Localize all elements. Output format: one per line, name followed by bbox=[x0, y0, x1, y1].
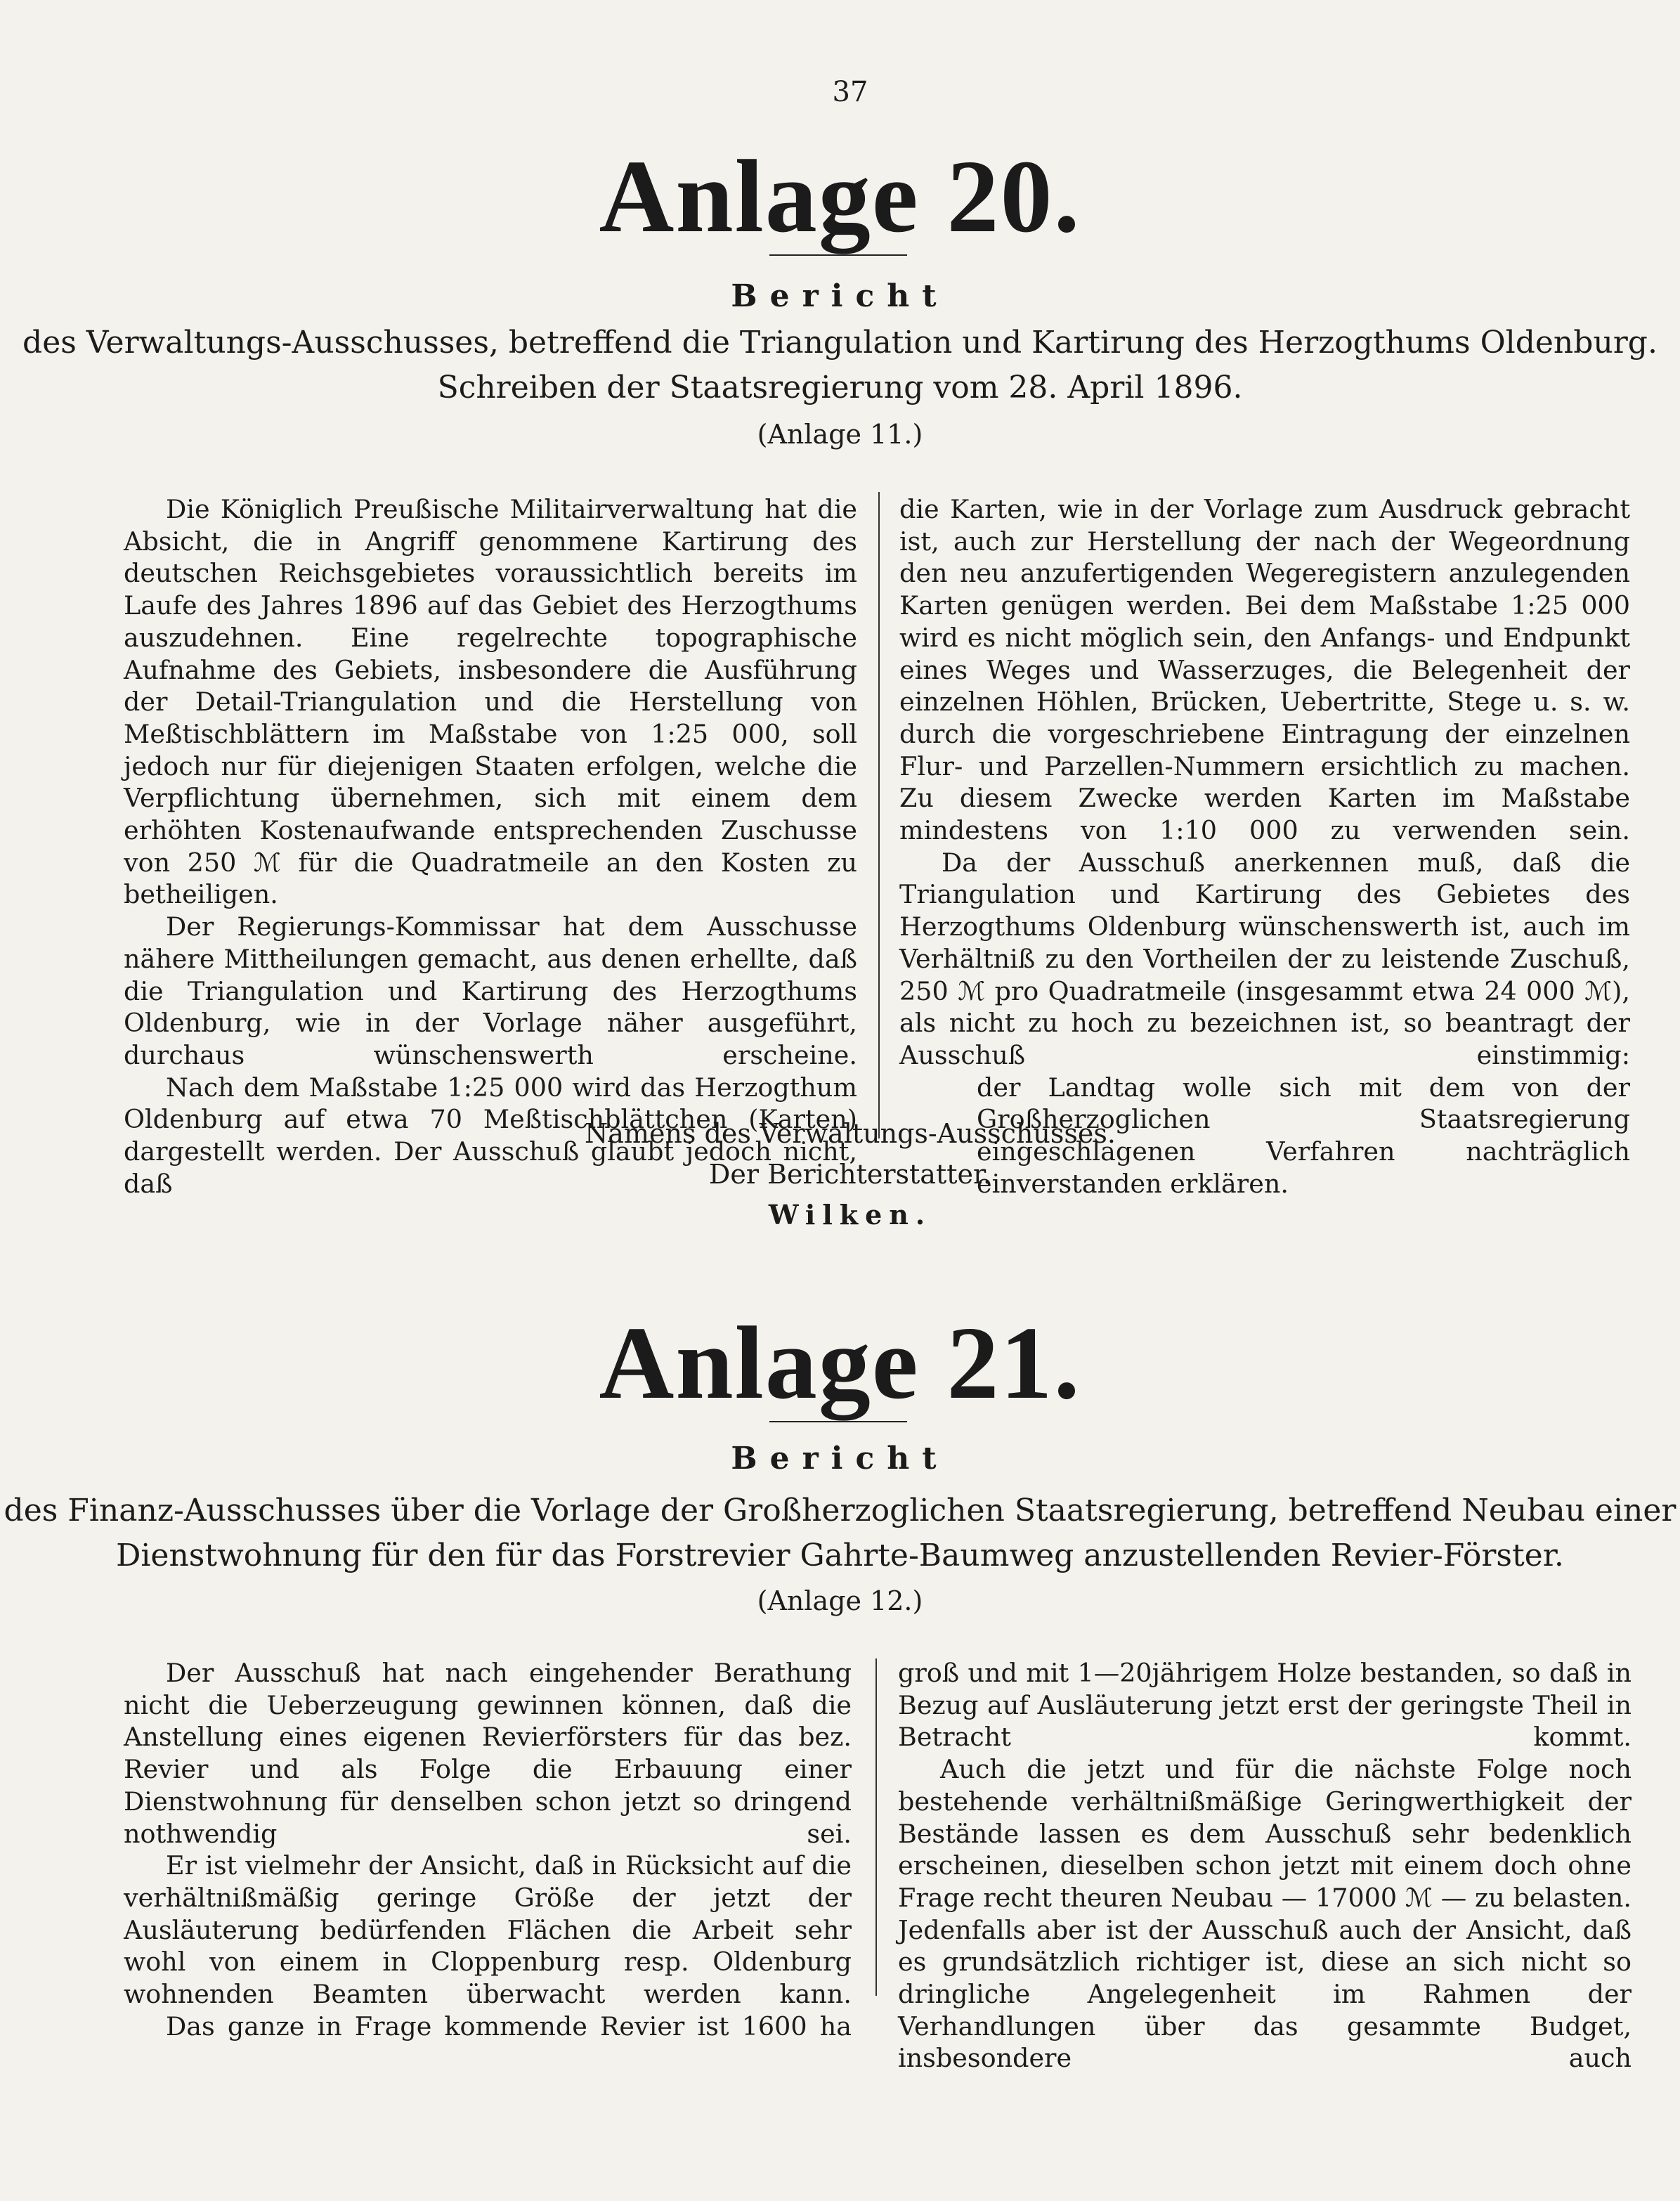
anlage-21-reference: (Anlage 12.) bbox=[757, 1585, 923, 1616]
title-rule-2 bbox=[769, 1421, 907, 1422]
title-rule-1 bbox=[769, 254, 907, 256]
anlage-21-left-column bbox=[124, 1657, 852, 2042]
paragraph: Da der Ausschuß anerkennen muß, daß die Triangulation und Kartirung des Gebietes des Herzogthums Oldenburg wünschenswerth ist, auch im Verhältniß zu den Vortheilen der zu leistende Zuschuß, 250 ℳ pro Quadratmeile (insgesammt etwa 24 000 ℳ), als nicht zu hoch zu bezeichnen ist, so beantragt der Ausschuß einstimmig: bbox=[899, 847, 1630, 1070]
anlage-20-subtitle-1: des Verwaltungs-Ausschusses, betreffend die Triangulation und Kartirung des Herzogthums Oldenburg. bbox=[22, 325, 1658, 361]
signature-name: Wilken. bbox=[768, 1199, 932, 1231]
paragraph: Der Regierungs-Kommissar hat dem Ausschusse nähere Mittheilungen gemacht, aus denen erhellte, daß die Triangulation und Kartirung des Herzogthums Oldenburg, wie in der Vorlage näher ausgeführt, durchaus wünschenswerth erscheine. bbox=[124, 911, 857, 1070]
signature-role: Der Berichterstatter. bbox=[708, 1159, 992, 1190]
anlage-21-subtitle-2: Dienstwohnung für den für das Forstrevier Gahrte-Baumweg anzustellenden Revier-Förster. bbox=[116, 1538, 1564, 1573]
paragraph: Der Ausschuß hat nach eingehender Berathung nicht die Ueberzeugung gewinnen können, daß die Anstellung eines eigenen Revierförsters für das bez. Revier und als Folge die Erbauung einer Dienstwohnung für denselben schon jetzt so dringend nothwendig sei. bbox=[124, 1658, 852, 1849]
page-number: 37 bbox=[832, 76, 868, 108]
anlage-20-subtitle-2: Schreiben der Staatsregierung vom 28. April 1896. bbox=[437, 370, 1243, 405]
anlage-21-title: Anlage 21. bbox=[599, 1306, 1081, 1421]
anlage-21-subtitle-1: des Finanz-Ausschusses über die Vorlage der Großherzoglichen Staatsregierung, betreffend Neubau einer bbox=[4, 1493, 1676, 1528]
signature-committee: Namens des Verwaltungs-Ausschusses. bbox=[585, 1118, 1116, 1149]
column-divider bbox=[878, 492, 880, 1138]
anlage-20-bericht: Bericht bbox=[731, 278, 949, 314]
anlage-21-right-column bbox=[898, 1657, 1632, 2075]
anlage-20-right-column bbox=[899, 493, 1630, 1200]
anlage-21-bericht: Bericht bbox=[731, 1441, 949, 1476]
paragraph: groß und mit 1—20jährigem Holze bestanden, so daß in Bezug auf Ausläuterung jetzt erst der geringste Theil in Betracht kommt. bbox=[898, 1658, 1632, 1753]
paragraph: Nach dem Maßstabe 1:25 000 wird das Herzogthum Oldenburg auf etwa 70 Meßtischblättchen (Karten) dargestellt werden. Der Ausschuß glaubt jedoch nicht, daß bbox=[124, 1072, 857, 1199]
column-divider bbox=[875, 1658, 877, 1996]
paragraph: Die Königlich Preußische Militairverwaltung hat die Absicht, die in Angriff genommene Kartirung des deutschen Reichsgebietes voraussichtlich bereits im Laufe des Jahres 1896 auf das Gebiet des Herzogthums auszudehnen. Eine regelrechte topographische Aufnahme des Gebiets, insbesondere die Ausführung der Detail-Triangulation und die Herstellung von Meßtischblättern im Maßstabe von 1:25 000, soll jedoch nur für diejenigen Staaten erfolgen, welche die Verpflichtung übernehmen, sich mit einem dem erhöhten Kostenaufwande entsprechenden Zuschusse von 250 ℳ für die Quadratmeile an den Kosten zu betheiligen. bbox=[124, 494, 857, 910]
anlage-20-reference: (Anlage 11.) bbox=[757, 419, 923, 450]
motion-text: der Landtag wolle sich mit dem von der Großherzoglichen Staatsregierung eingeschlagenen Verfahren nachträglich einverstanden erklären. bbox=[977, 1072, 1630, 1199]
paragraph: die Karten, wie in der Vorlage zum Ausdruck gebracht ist, auch zur Herstellung der nach der Wegeordnung den neu anzufertigenden Wegeregistern anzulegenden Karten genügen werden. Bei dem Maßstabe 1:25 000 wird es nicht möglich sein, den Anfangs- und Endpunkt eines Weges und Wasserzuges, die Belegenheit der einzelnen Höhlen, Brücken, Uebertritte, Stege u. s. w. durch die vorgeschriebene Eintragung der einzelnen Flur- und Parzellen-Nummern ersichtlich zu machen. Zu diesem Zwecke werden Karten im Maßstabe mindestens von 1:10 000 zu verwenden sein. bbox=[899, 494, 1630, 846]
paragraph: Er ist vielmehr der Ansicht, daß in Rücksicht auf die verhältnißmäßig geringe Größe der jetzt der Ausläuterung bedürfenden Flächen die Arbeit sehr wohl von einem in Cloppenburg resp. Oldenburg wohnenden Beamten überwacht werden kann. bbox=[124, 1850, 852, 2010]
anlage-20-left-column bbox=[124, 493, 857, 1200]
anlage-20-title: Anlage 20. bbox=[599, 139, 1081, 254]
paragraph: Auch die jetzt und für die nächste Folge noch bestehende verhältnißmäßige Geringwerthigkeit der Bestände lassen es dem Ausschuß sehr bedenklich erscheinen, dieselben schon jetzt mit einem doch ohne Frage recht theuren Neubau — 17000 ℳ — zu belasten. Jedenfalls aber ist der Ausschuß auch der Ansicht, daß es grundsätzlich richtiger ist, diese an sich nicht so dringliche Angelegenheit im Rahmen der Verhandlungen über das gesammte Budget, insbesondere auch bbox=[898, 1754, 1632, 2074]
paragraph: Das ganze in Frage kommende Revier ist 1600 ha bbox=[166, 2011, 852, 2041]
signature-block bbox=[534, 1113, 1166, 1235]
